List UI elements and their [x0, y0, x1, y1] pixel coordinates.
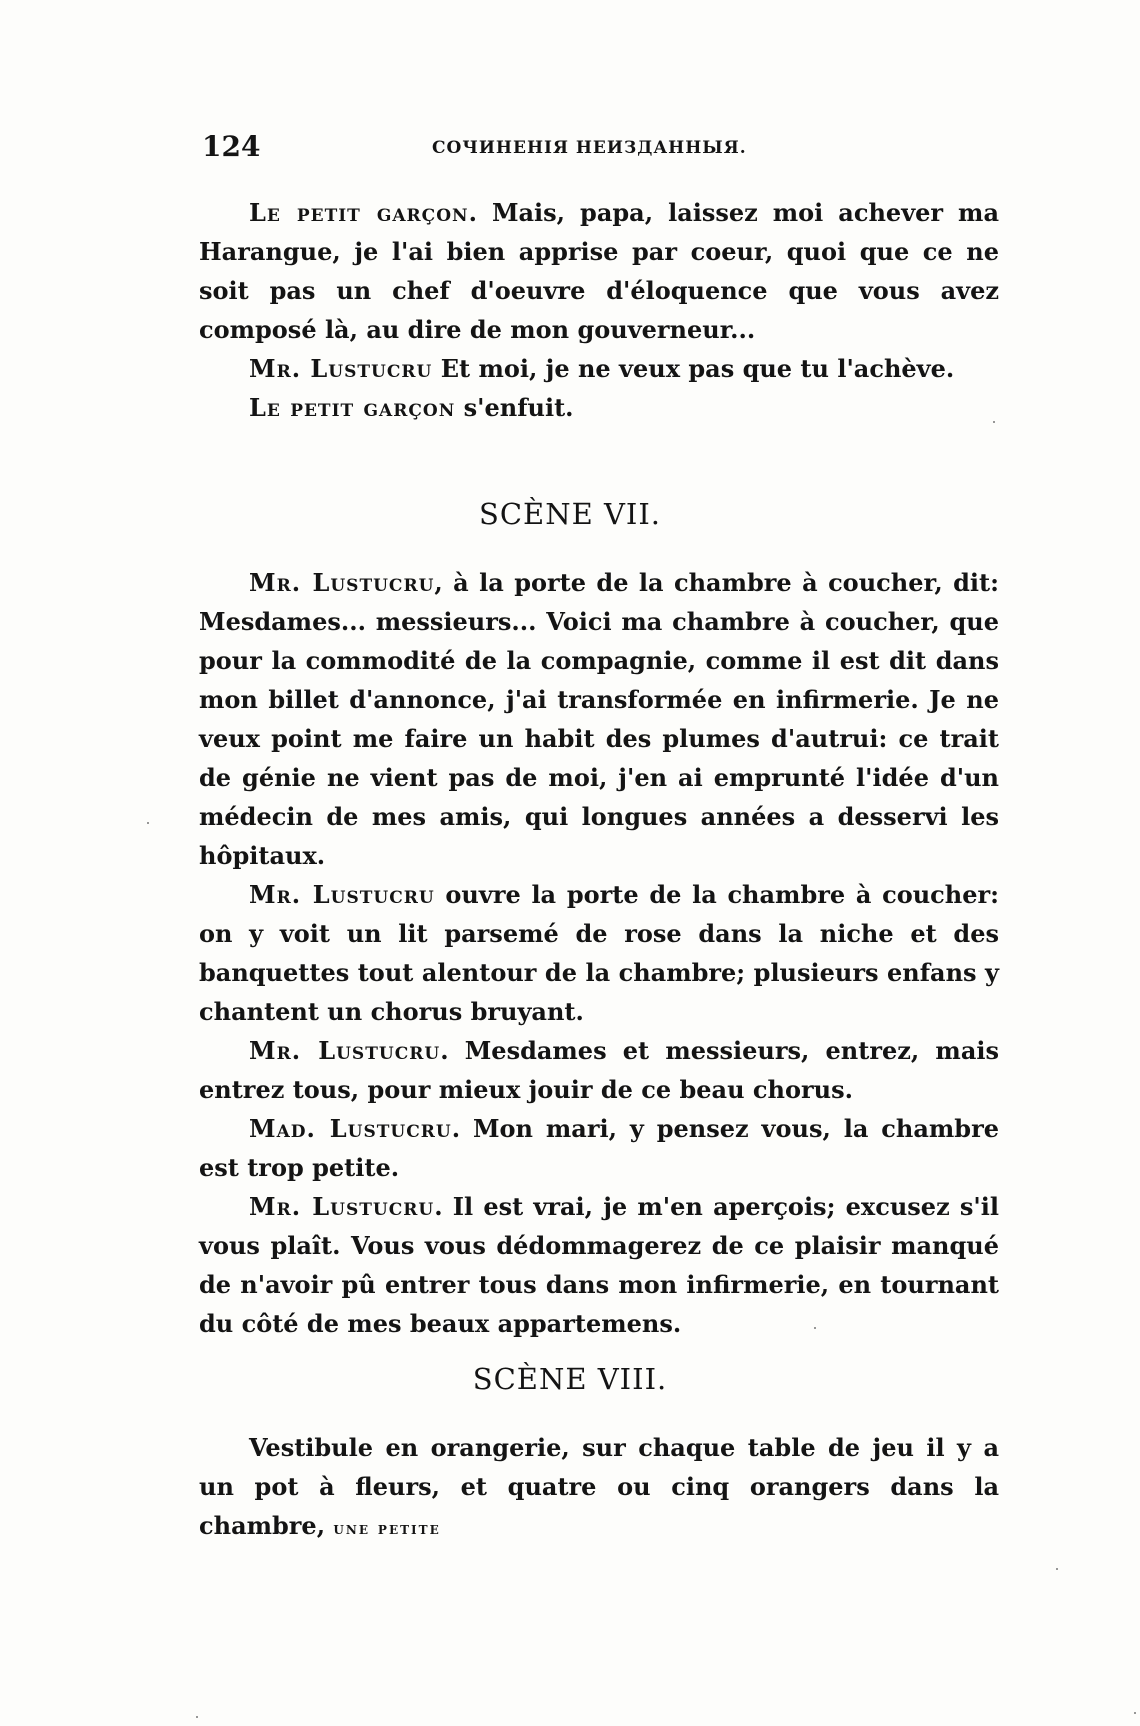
speaker-name: Le petit garçon: [249, 198, 469, 227]
dialogue-paragraph: Mr. Lustucru. Mesdames et messieurs, entrez, mais entrez tous, pour mieux jouir de ce beau chorus.: [199, 1036, 1000, 1104]
scene-8-body: [199, 1428, 999, 1549]
speaker-name: Mr. Lustucru: [249, 1036, 441, 1065]
speaker-name: Mr. Lustucru: [249, 880, 435, 909]
dialogue-text: ouvre la porte de la chambre à coucher: on y voit un lit parsemé de rose dans la niche et des banquettes tout alentour de la chambre; plusieurs enfans y chantent un chorus bruyant.: [199, 880, 1000, 1026]
scan-speck: [993, 421, 995, 423]
scan-speck: [1056, 1568, 1058, 1570]
dialogue-paragraph: Mr. Lustucru. Il est vrai, je m'en aperçois; excusez s'il vous plaît. Vous vous dédommagerez de ce plaisir manqué de n'avoir pû entrer tous dans mon infirmerie, en tournant du côté de mes beaux appartemens.: [199, 1192, 999, 1338]
scene-6-ending: [199, 193, 999, 427]
dialogue-text: , à la porte de la chambre à coucher, dit: Mesdames... messieurs... Voici ma chambre à coucher, que pour la commodité de la compagnie, comme il est dit dans mon billet d'annonce, j'ai transformée en infirmerie. Je ne veux point me faire un habit des plumes d'autrui: ce trait de génie ne vient pas de moi, j'en ai emprunté l'idée d'un médecin de mes amis, qui longues années a desservi les hôpitaux.: [199, 568, 999, 870]
dialogue-paragraph: Mad. Lustucru. Mon mari, y pensez vous, la chambre est trop petite.: [199, 1114, 999, 1182]
stage-direction-text: Vestibule en orangerie, sur chaque table de jeu il y a un pot à fleurs, et quatre ou cinq orangers dans la chambre,: [199, 1433, 999, 1540]
dialogue-text: Mesdames et messieurs, entrez, mais entrez tous, pour mieux jouir de ce beau chorus.: [199, 1036, 1000, 1104]
stage-direction: [199, 1428, 999, 1549]
dialogue-text: Il est vrai, je m'en aperçois; excusez s'il vous plaît. Vous vous dédommagerez de ce plaisir manqué de n'avoir pû entrer tous dans mon infirmerie, en tournant du côté de mes beaux appartemens.: [199, 1192, 999, 1338]
trailing-small-caps: une petite: [333, 1519, 441, 1539]
speaker-name: Mad. Lustucru: [249, 1114, 452, 1143]
scan-speck: [196, 1716, 198, 1718]
page-number: 124: [202, 130, 261, 163]
speaker-name: Mr. Lustucru: [249, 568, 435, 597]
scan-speck: [814, 1327, 816, 1329]
scene-heading: SCÈNE VII.: [478, 497, 662, 531]
scene-7-body: [199, 563, 999, 1343]
dialogue-text: Mon mari, y pensez vous, la chambre est trop petite.: [199, 1114, 999, 1182]
scene-heading: SCÈNE VIII.: [472, 1362, 668, 1396]
running-title: СОЧИНЕНІЯ НЕИЗДАННЫЯ.: [432, 138, 747, 158]
dialogue-paragraph: Le petit garçon. Mais, papa, laissez moi achever ma Harangue, je l'ai bien apprise par coeur, quoi que ce ne soit pas un chef d'oeuvre d'éloquence que vous avez composé là, au dire de mon gouverneur...: [199, 198, 1000, 344]
stage-direction: [199, 388, 999, 427]
dialogue-paragraph: [199, 349, 999, 388]
speaker-name: Mr. Lustucru: [249, 1192, 435, 1221]
page-header: [202, 130, 1002, 170]
speaker-name: Le petit garçon: [249, 393, 456, 422]
dialogue-text: Et moi, je ne veux pas que tu l'achève.: [440, 354, 955, 383]
stage-direction: [199, 875, 999, 1031]
dialogue-text: Mais, papa, laissez moi achever ma Harangue, je l'ai bien apprise par coeur, quoi que ce ne soit pas un chef d'oeuvre d'éloquence que vous avez composé là, au dire de mon gouverneur...: [199, 198, 1000, 344]
dialogue-text: s'enfuit.: [463, 393, 574, 422]
speaker-name: Mr. Lustucru: [249, 354, 433, 383]
scan-speck: [1134, 1712, 1136, 1714]
scan-speck: [147, 822, 149, 824]
dialogue-paragraph: [199, 563, 999, 875]
